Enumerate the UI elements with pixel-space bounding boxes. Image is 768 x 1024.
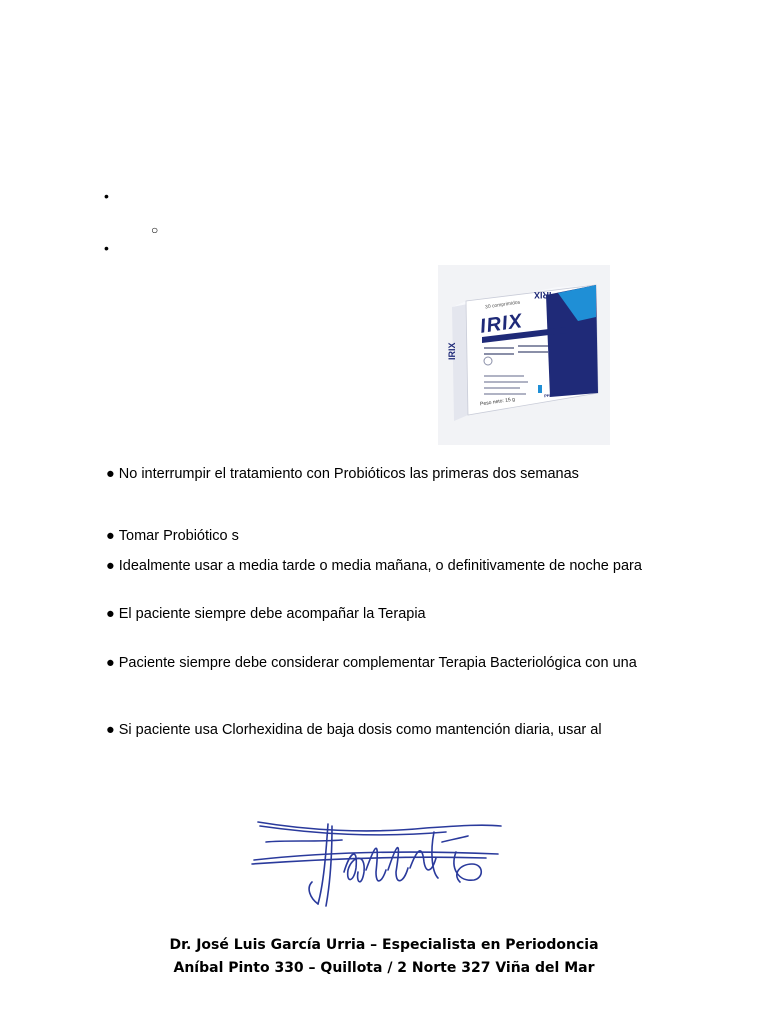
product-image-irix [438, 265, 610, 445]
instruction-text: Tomar Probiótico s [118, 528, 239, 544]
bullet-dot: ● [106, 655, 115, 671]
footer-address: Aníbal Pinto 330 – Quillota / 2 Norte 327 Viña del Mar [173, 960, 595, 976]
instruction-text: El paciente siempre debe acompañar la Terapia [118, 606, 426, 622]
footer-doctor: Dr. José Luis García Urria – Especialista en Periodoncia [169, 937, 599, 953]
instruction-line [106, 465, 579, 483]
product-manufacturer: PHARMA INVESTI [543, 388, 579, 399]
instruction-line [106, 654, 637, 672]
product-brand-side: IRIX [447, 342, 457, 360]
empty-sub-bullet: ○ [151, 223, 159, 237]
bullet-dot: ● [106, 606, 115, 622]
product-weight: Peso neto: 15 g [479, 396, 516, 408]
instruction-line [106, 527, 239, 545]
signature [246, 812, 516, 912]
instruction-text: Si paciente usa Clorhexidina de baja dosis como mantención diaria, usar al [118, 722, 602, 738]
instruction-line [106, 557, 642, 575]
product-brand: IRIX [478, 310, 525, 338]
bullet-dot: ● [106, 466, 115, 482]
instruction-text: No interrumpir el tratamiento con Probióticos las primeras dos semanas [118, 466, 579, 482]
product-small-top: 30 comprimidos [484, 299, 521, 311]
empty-bullet: • [104, 188, 109, 204]
product-brand-top: IRIX [534, 290, 552, 300]
instruction-text: Idealmente usar a media tarde o media mañana, o definitivamente de noche para [118, 558, 642, 574]
instruction-line [106, 605, 426, 623]
instruction-text: Paciente siempre debe considerar complementar Terapia Bacteriológica con una [118, 655, 637, 671]
bullet-dot: ● [106, 558, 115, 574]
bullet-dot: ● [106, 528, 115, 544]
bullet-dot: ● [106, 722, 115, 738]
empty-bullet: • [104, 240, 109, 256]
instruction-line [106, 721, 602, 739]
